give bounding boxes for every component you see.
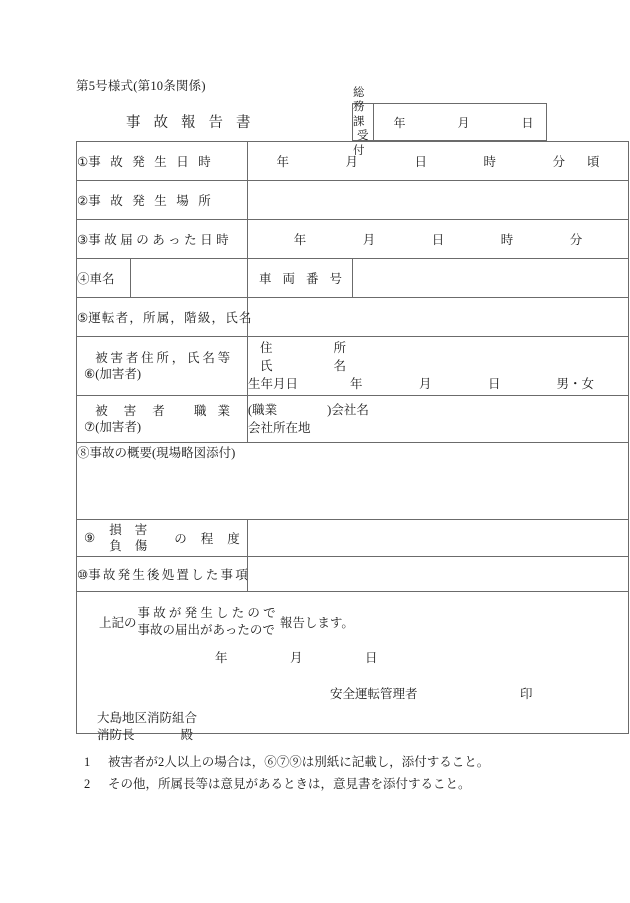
row-10-value-cell[interactable] bbox=[248, 557, 629, 592]
row-1-label: ①事故発生日時 bbox=[77, 155, 221, 169]
page-title: 事故報告書 bbox=[126, 115, 264, 131]
header-band bbox=[76, 87, 554, 157]
row-7-label-line2: (加害者) bbox=[95, 420, 142, 434]
row-1-value-cell[interactable] bbox=[248, 142, 629, 181]
row-6-label bbox=[77, 350, 247, 383]
safety-driving-manager-label: 安全運転管理者 bbox=[330, 687, 418, 701]
row-3-label-cell bbox=[77, 220, 248, 259]
row-6-label-line1: 被害者住所，氏名等 bbox=[95, 350, 233, 365]
accident-report-table bbox=[76, 141, 629, 742]
row-4-label: ④車名 bbox=[77, 272, 115, 286]
receipt-stamp-date-fields: 年 月 日 bbox=[393, 115, 554, 130]
row-9-label-top: 損害 bbox=[109, 522, 161, 537]
receipt-stamp-date-cell[interactable] bbox=[374, 104, 554, 140]
row-3-value: 年 月 日 時 分 bbox=[293, 233, 605, 247]
row-7-label-line1: 被害者 bbox=[95, 403, 181, 418]
closing-prefix: 上記の bbox=[99, 615, 137, 630]
row-7-occupation-company: (職業 )会社名 bbox=[248, 402, 369, 417]
row-9-label-tail: の程度 bbox=[174, 532, 254, 546]
addressee-org: 大島地区消防組合 bbox=[97, 711, 198, 725]
row-7-company-address: 会社所在地 bbox=[248, 421, 311, 435]
form-number: 第5号様式(第10条関係) bbox=[76, 79, 206, 93]
table-row-2 bbox=[77, 181, 629, 220]
row-9-value-cell[interactable] bbox=[248, 520, 629, 557]
row-3-label: ③事故届のあった日時 bbox=[77, 233, 233, 247]
row-1-value: 年 月 日 時 分頃 bbox=[276, 155, 622, 169]
closing-date-fields[interactable]: 年 月 日 bbox=[215, 651, 403, 665]
row-10-label-cell bbox=[77, 557, 248, 592]
row-3-value-cell[interactable] bbox=[248, 220, 629, 259]
table-row-1 bbox=[77, 142, 629, 181]
row-7-marker: ⑦ bbox=[84, 419, 96, 434]
footnote-2 bbox=[84, 774, 489, 796]
row-2-value-cell[interactable] bbox=[248, 181, 629, 220]
row-6-marker: ⑥ bbox=[84, 366, 96, 381]
closing-option-1[interactable]: 事故が発生したので bbox=[137, 606, 279, 620]
footnotes bbox=[84, 752, 489, 796]
table-row-3 bbox=[77, 220, 629, 259]
footnote-1-number: 1 bbox=[84, 755, 91, 769]
footnote-1-text: 被害者が2人以上の場合は，⑥⑦⑨は別紙に記載し，添付すること。 bbox=[108, 755, 490, 769]
receipt-stamp-line1: 総務課 bbox=[353, 87, 365, 128]
closing-option-2[interactable]: 事故の届出があったので bbox=[137, 622, 275, 637]
receipt-stamp-box bbox=[352, 87, 554, 157]
row-2-label-cell bbox=[77, 181, 248, 220]
row-4-plate-label: 車両番号 bbox=[259, 272, 354, 286]
row-5-label: ⑤運転者，所属，階級，氏名 bbox=[77, 311, 253, 325]
closing-statement bbox=[99, 605, 354, 638]
addressee-honorific: 殿 bbox=[180, 727, 194, 742]
row-8-cell[interactable] bbox=[77, 443, 629, 520]
row-8-label: ⑧事故の概要(現場略図添付) bbox=[77, 446, 236, 460]
footnote-1 bbox=[84, 752, 489, 774]
row-6-address-label: 住 所 bbox=[260, 340, 359, 355]
addressee-title: 消防長 bbox=[97, 727, 135, 742]
row-6-name-label: 氏 名 bbox=[260, 358, 359, 373]
row-9-label-cell bbox=[77, 520, 254, 557]
row-9-label bbox=[77, 522, 254, 555]
row-6-value-cell[interactable] bbox=[248, 337, 629, 396]
row-4-label-cell bbox=[77, 259, 131, 298]
table-row-10 bbox=[77, 557, 629, 592]
row-7-label bbox=[77, 403, 247, 436]
row-6-label-line2: (加害者) bbox=[95, 367, 142, 381]
closing-block bbox=[77, 592, 628, 742]
row-4-carname-value-cell[interactable] bbox=[131, 259, 248, 298]
table-row-7 bbox=[77, 396, 629, 443]
row-6-birth-line bbox=[248, 375, 628, 393]
row-9-label-bottom: 負傷 bbox=[109, 539, 161, 553]
row-6-sex-options[interactable]: 男・女 bbox=[556, 377, 595, 392]
footnote-2-text: その他，所属長等は意見があるときは，意見書を添付すること。 bbox=[108, 776, 471, 791]
closing-options bbox=[138, 605, 279, 638]
row-5-value-cell[interactable] bbox=[248, 298, 629, 337]
row-5-label-cell bbox=[77, 298, 253, 337]
closing-cell bbox=[77, 592, 629, 742]
table-row-6 bbox=[77, 337, 629, 396]
addressee-title-line bbox=[97, 727, 197, 744]
row-4-plate-label-cell bbox=[248, 259, 353, 298]
table-row-9 bbox=[77, 520, 629, 557]
table-row-5 bbox=[77, 298, 629, 337]
row-6-label-cell bbox=[77, 337, 248, 396]
receipt-stamp-label bbox=[353, 87, 374, 157]
closing-suffix: 報告します。 bbox=[279, 615, 354, 630]
row-1-label-cell bbox=[77, 142, 248, 181]
addressee-block bbox=[97, 710, 197, 744]
row-6-birth-label: 生年月日 bbox=[248, 377, 299, 392]
footnote-2-number: 2 bbox=[84, 776, 91, 791]
row-7-label-line1b: 職業 bbox=[194, 403, 242, 418]
receipt-stamp-line2: 受 付 bbox=[353, 130, 373, 157]
row-9-marker: ⑨ bbox=[84, 531, 96, 545]
table-row-closing bbox=[77, 592, 629, 734]
row-6-birth-date: 年 月 日 bbox=[350, 377, 523, 392]
row-10-label: ⑩事故発生後処置した事項 bbox=[77, 568, 250, 582]
row-4-plate-value-cell[interactable] bbox=[353, 259, 629, 298]
seal-mark: 印 bbox=[520, 687, 533, 701]
row-7-label-cell bbox=[77, 396, 248, 443]
table-row-4 bbox=[77, 259, 629, 298]
table-row-8 bbox=[77, 443, 629, 520]
row-2-label: ②事故発生場所 bbox=[77, 194, 221, 208]
row-7-value-cell[interactable] bbox=[248, 396, 629, 443]
